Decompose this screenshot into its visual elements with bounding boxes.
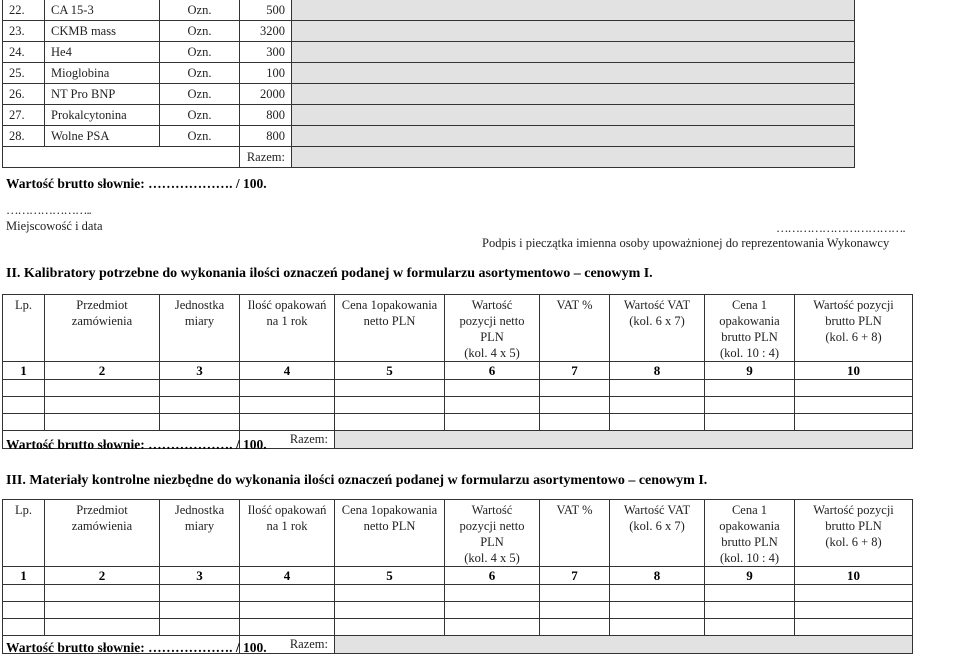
sign-label: Podpis i pieczątka imienna osoby upoważnionej do reprezentowania Wykonawcy: [482, 236, 890, 250]
table-row: [3, 63, 855, 84]
column-header: Przedmiot zamówienia: [45, 500, 160, 567]
row-unit: Ozn.: [160, 63, 240, 84]
row-lp: 27.: [3, 105, 45, 126]
row-unit: Ozn.: [160, 105, 240, 126]
column-number: 4: [240, 567, 335, 585]
column-number: 2: [45, 567, 160, 585]
column-number: 4: [240, 362, 335, 380]
column-header: Wartość VAT (kol. 6 x 7): [610, 500, 705, 567]
row-lp: 25.: [3, 63, 45, 84]
table-row: [3, 126, 855, 147]
row-qty: 2000: [240, 84, 292, 105]
section3-title: III. Materiały kontrolne niezbędne do wykonania ilości oznaczeń podanej w formularzu asortymentowo – cenowym I.: [6, 473, 708, 488]
section2-words-total: Wartość brutto słownie: ………………. / 100.: [6, 437, 267, 452]
row-name: CA 15-3: [45, 0, 160, 21]
column-header: Cena 1opakowania netto PLN: [335, 500, 445, 567]
column-header: Cena 1opakowania netto PLN: [335, 295, 445, 362]
sign-dots: …………………………….: [776, 221, 905, 235]
column-number: 6: [445, 567, 540, 585]
row-qty: 100: [240, 63, 292, 84]
column-header: Lp.: [3, 500, 45, 567]
column-header: Przedmiot zamówienia: [45, 295, 160, 362]
empty-row: [3, 585, 913, 602]
column-number: 9: [705, 362, 795, 380]
column-header: Cena 1 opakowania brutto PLN (kol. 10 : 4): [705, 295, 795, 362]
section3-table: [2, 499, 913, 654]
column-header: Wartość VAT (kol. 6 x 7): [610, 295, 705, 362]
row-unit: Ozn.: [160, 126, 240, 147]
column-number: 7: [540, 362, 610, 380]
column-header: Wartość pozycji netto PLN (kol. 4 x 5): [445, 295, 540, 362]
table-row: [3, 42, 855, 63]
column-header: Jednostka miary: [160, 295, 240, 362]
row-name: Prokalcytonina: [45, 105, 160, 126]
section2-title: II. Kalibratory potrzebne do wykonania ilości oznaczeń podanej w formularzu asortymentowo – cenowym I.: [6, 266, 653, 281]
row-lp: 23.: [3, 21, 45, 42]
row-qty: 300: [240, 42, 292, 63]
section2-table: [2, 294, 913, 449]
empty-row: [3, 397, 913, 414]
row-name: Wolne PSA: [45, 126, 160, 147]
table-row: [3, 21, 855, 42]
column-header: VAT %: [540, 295, 610, 362]
row-unit: Ozn.: [160, 21, 240, 42]
column-number: 8: [610, 567, 705, 585]
column-number: 1: [3, 567, 45, 585]
table-row: [3, 105, 855, 126]
table-row: [3, 0, 855, 21]
row-unit: Ozn.: [160, 42, 240, 63]
empty-row: [3, 602, 913, 619]
row-qty: 800: [240, 105, 292, 126]
column-number: 2: [45, 362, 160, 380]
empty-row: [3, 380, 913, 397]
row-name: He4: [45, 42, 160, 63]
razem-row: [3, 147, 855, 168]
column-header: Wartość pozycji netto PLN (kol. 4 x 5): [445, 500, 540, 567]
row-name: NT Pro BNP: [45, 84, 160, 105]
row-qty: 500: [240, 0, 292, 21]
row-qty: 800: [240, 126, 292, 147]
table-row: [3, 84, 855, 105]
column-header: Ilość opakowań na 1 rok: [240, 500, 335, 567]
column-number: 3: [160, 567, 240, 585]
empty-row: [3, 414, 913, 431]
row-lp: 28.: [3, 126, 45, 147]
row-lp: 24.: [3, 42, 45, 63]
top-razem: Razem:: [240, 147, 292, 168]
column-number: 8: [610, 362, 705, 380]
section3-words-total: Wartość brutto słownie: ………………. / 100.: [6, 640, 267, 655]
column-number: 7: [540, 567, 610, 585]
row-unit: Ozn.: [160, 84, 240, 105]
row-qty: 3200: [240, 21, 292, 42]
section2-razem: Razem:: [240, 431, 335, 449]
column-number: 3: [160, 362, 240, 380]
column-number: 5: [335, 362, 445, 380]
column-header: Jednostka miary: [160, 500, 240, 567]
column-header: Ilość opakowań na 1 rok: [240, 295, 335, 362]
row-name: CKMB mass: [45, 21, 160, 42]
row-name: Mioglobina: [45, 63, 160, 84]
column-header: Wartość pozycji brutto PLN (kol. 6 + 8): [795, 295, 913, 362]
column-number: 5: [335, 567, 445, 585]
column-header: Cena 1 opakowania brutto PLN (kol. 10 : 4): [705, 500, 795, 567]
row-lp: 22.: [3, 0, 45, 21]
column-header: Wartość pozycji brutto PLN (kol. 6 + 8): [795, 500, 913, 567]
words-total-1: Wartość brutto słownie: ………………. / 100.: [6, 176, 267, 191]
column-number: 10: [795, 362, 913, 380]
column-number: 10: [795, 567, 913, 585]
column-number: 6: [445, 362, 540, 380]
column-header: Lp.: [3, 295, 45, 362]
column-header: VAT %: [540, 500, 610, 567]
column-number: 1: [3, 362, 45, 380]
place-dots: …………………..: [6, 203, 91, 217]
top-items-table: [2, 0, 855, 168]
place-label: Miejscowość i data: [6, 219, 103, 233]
row-unit: Ozn.: [160, 0, 240, 21]
column-number: 9: [705, 567, 795, 585]
row-lp: 26.: [3, 84, 45, 105]
empty-row: [3, 619, 913, 636]
section3-razem: Razem:: [240, 636, 335, 654]
